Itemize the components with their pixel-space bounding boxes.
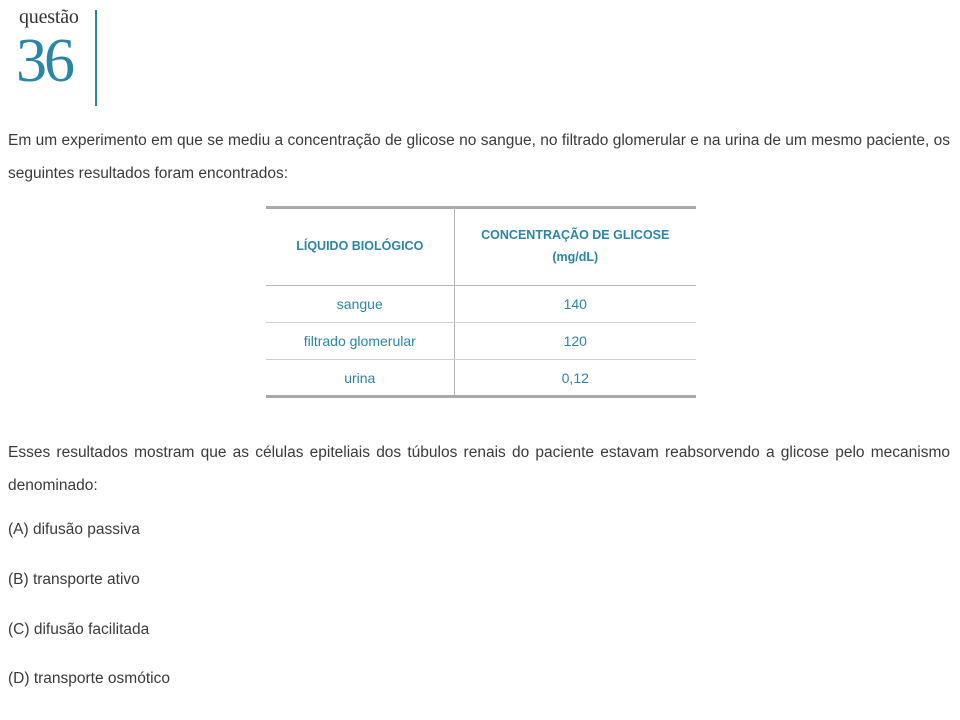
table-row	[266, 286, 696, 323]
table-header-concentration-line1: CONCENTRAÇÃO DE GLICOSE	[481, 228, 670, 242]
table-cell-liquid: sangue	[266, 286, 454, 323]
option-b[interactable]: (B) transporte ativo	[8, 571, 140, 588]
intro-paragraph: Em um experimento em que se mediu a concentração de glicose no sangue, no filtrado glomerular e na urina de um mesmo paciente, os seguintes resultados foram encontrados:	[8, 132, 950, 182]
table-cell-concentration: 140	[454, 286, 696, 323]
table-cell-concentration: 120	[454, 323, 696, 360]
table-header-concentration-unit: (mg/dL)	[552, 250, 599, 264]
table-row	[266, 323, 696, 360]
question-number: 36	[16, 27, 72, 95]
table-cell-liquid: filtrado glomerular	[266, 323, 454, 360]
table-header-row	[266, 207, 696, 286]
header-divider	[95, 10, 97, 106]
table-header-liquid: LÍQUIDO BIOLÓGICO	[266, 207, 454, 286]
table-row	[266, 360, 696, 397]
question-paragraph: Esses resultados mostram que as células epiteliais dos túbulos renais do paciente estavam reabsorvendo a glicose pelo mecanismo denominado:	[8, 444, 950, 494]
table-bottom-rule	[266, 395, 696, 398]
table-cell-concentration: 0,12	[561, 370, 589, 386]
option-d[interactable]: (D) transporte osmótico	[8, 670, 170, 687]
option-c[interactable]: (C) difusão facilitada	[8, 621, 150, 638]
table-cell-liquid: urina	[266, 360, 454, 397]
table-header-concentration	[454, 207, 696, 286]
glucose-table	[266, 207, 696, 396]
option-a[interactable]: (A) difusão passiva	[8, 521, 140, 538]
question-label: questão	[19, 6, 79, 28]
